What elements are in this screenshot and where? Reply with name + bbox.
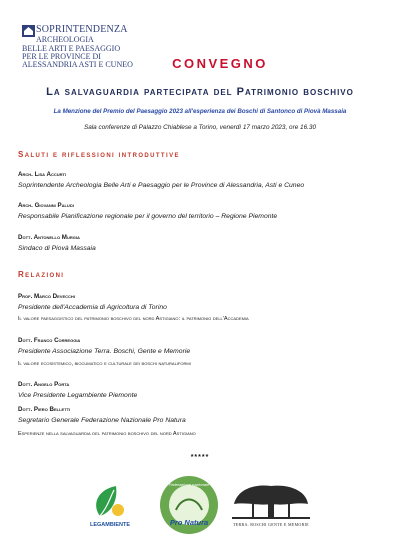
speaker-name: Arch. Giovanni Paludi bbox=[18, 202, 74, 209]
speaker-name: Dott. Angelo Porta bbox=[18, 381, 70, 388]
speaker-role: Segretario Generale Federazione Nazionale Pro Natura bbox=[18, 417, 186, 424]
page-subtitle: La Menzione del Premio del Paesaggio 2023 all'esperienza dei Boschi di Santonco di Piovà Massaia bbox=[53, 108, 347, 115]
speaker-role: Vice Presidente Legambiente Piemonte bbox=[18, 392, 138, 399]
legambiente-label: LEGAMBIENTE bbox=[89, 522, 131, 528]
soprintendenza-logo bbox=[22, 24, 147, 68]
event-venue: Sala conferenze di Palazzo Chiablese a Torino, venerdì 17 marzo 2023, ore 16.30 bbox=[83, 124, 317, 131]
section-title-talks: Relazioni bbox=[18, 270, 65, 279]
soprintendenza-emblem-icon bbox=[22, 25, 35, 37]
event-type-label: CONVEGNO bbox=[172, 56, 268, 71]
legambiente-leaf-icon bbox=[86, 482, 134, 522]
logo-line-5: ALESSANDRIA ASTI E CUNEO bbox=[22, 60, 133, 69]
talk-topic: Esperienze nella salvaguardia del patrimonio boschivo del nord Astigiano bbox=[18, 431, 196, 437]
page-title: La salvaguardia partecipata del Patrimonio boschivo bbox=[46, 86, 354, 98]
logo-line-1: SOPRINTENDENZA bbox=[36, 24, 128, 35]
pronatura-ring-label: Federazione nazionale bbox=[168, 482, 210, 487]
pronatura-main-label: Pro Natura bbox=[169, 518, 209, 527]
logo-line-2: ARCHEOLOGIA bbox=[36, 35, 94, 44]
speaker-role: Sindaco di Piovà Massaia bbox=[18, 245, 96, 252]
legambiente-logo bbox=[86, 482, 134, 534]
speaker-role: Presidente dell'Accademia di Agricoltura di Torino bbox=[18, 304, 167, 311]
speaker-name: Dott. Franco Correggia bbox=[18, 337, 81, 344]
terra-boschi-label: TERRA. BOSCHI GENTE E MEMORIE bbox=[233, 522, 309, 527]
logo-line-3: BELLE ARTI E PAESAGGIO bbox=[22, 44, 121, 53]
speaker-role: Presidente Associazione Terra. Boschi, Gente e Memorie bbox=[18, 348, 191, 355]
speaker-role: Responsabile Pianificazione regionale per il governo del territorio – Regione Piemonte bbox=[18, 213, 278, 220]
terra-boschi-logo bbox=[230, 480, 312, 530]
section-title-greetings: Saluti e riflessioni introduttive bbox=[18, 150, 180, 159]
tree-icon bbox=[230, 480, 312, 520]
pronatura-logo bbox=[158, 474, 220, 536]
speaker-name: Dott. Piero Belletti bbox=[18, 406, 71, 413]
speaker-name: Prof. Marco Devecchi bbox=[18, 293, 75, 300]
talk-topic: Il valore ecosistemico, biocumatico e culturale dei boschi naturaliformi bbox=[18, 361, 191, 367]
speaker-name: Dott. Antonello Murgia bbox=[18, 234, 80, 241]
logo-line-4: PER LE PROVINCE DI bbox=[22, 52, 101, 61]
separator-stars: ***** bbox=[190, 454, 210, 461]
speaker-role: Soprintendente Archeologia Belle Arti e Paesaggio per le Province di Alessandria, Asti e Cuneo bbox=[18, 182, 305, 189]
speaker-name: Arch. Lisa Accurti bbox=[18, 171, 67, 178]
talk-topic: Il valore paesaggistico del patrimonio boschivo del nord Astigiano: il patrimonio dell'Accademia bbox=[18, 316, 249, 322]
